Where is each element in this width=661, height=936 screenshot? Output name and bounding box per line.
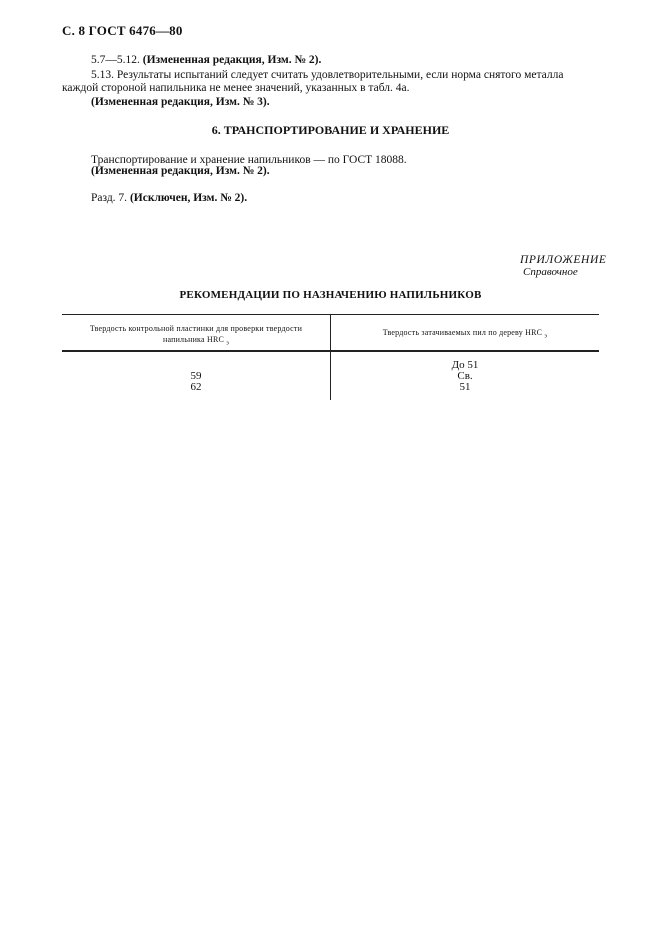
clause-5-7-note: (Измененная редакция, Изм. № 2). — [142, 54, 322, 66]
table-cell-row2-col1: 62 — [190, 381, 202, 393]
appendix-subtitle: Справочное — [523, 266, 578, 278]
recommendations-title: РЕКОМЕНДАЦИИ ПО НАЗНАЧЕНИЮ НАПИЛЬНИКОВ — [179, 289, 482, 301]
table-cell-row2-col2-value: 51 — [459, 381, 471, 393]
table-header-col2: Твердость затачиваемых пил по дереву HRC $_э$ — [382, 328, 548, 340]
page-header: С. 8 ГОСТ 6476—80 — [62, 23, 183, 38]
section-7-label: Разд. 7. — [91, 192, 128, 204]
clause-5-13-line2: каждой стороной напильника не менее значений, указанных в табл. 4а. — [62, 82, 410, 94]
clause-5-7-line — [91, 53, 321, 67]
clause-5-13-note: (Измененная редакция, Изм. № 3). — [91, 96, 270, 108]
section-7-note: (Исключен, Изм. № 2). — [129, 192, 248, 204]
table-header-col1-line1: Твердость контрольной пластинки для проверки твердости — [89, 324, 303, 333]
section-6-text: Транспортирование и хранение напильников — по ГОСТ 18088. — [91, 154, 407, 166]
section-6-note: (Измененная редакция, Изм. № 2). — [91, 165, 270, 177]
recommendations-table — [62, 314, 599, 400]
table-cell-row2-col2: Св. — [457, 370, 473, 382]
appendix-title: ПРИЛОЖЕНИЕ — [520, 254, 607, 266]
clause-5-7-number: 5.7—5.12. — [91, 54, 140, 66]
table-cell-row1-col1: 59 — [190, 370, 202, 382]
clause-5-13-line1: 5.13. Результаты испытаний следует считать удовлетворительными, если норма снятого металла — [91, 69, 564, 81]
table-cell-row1-col2: До 51 — [451, 359, 479, 371]
section-7-line — [91, 191, 247, 205]
table-header-col1-line2: напильника HRC $_э$ — [162, 335, 230, 347]
table-header-col1 — [62, 323, 330, 350]
section-6-title: 6. ТРАНСПОРТИРОВАНИЕ И ХРАНЕНИЕ — [211, 123, 450, 137]
